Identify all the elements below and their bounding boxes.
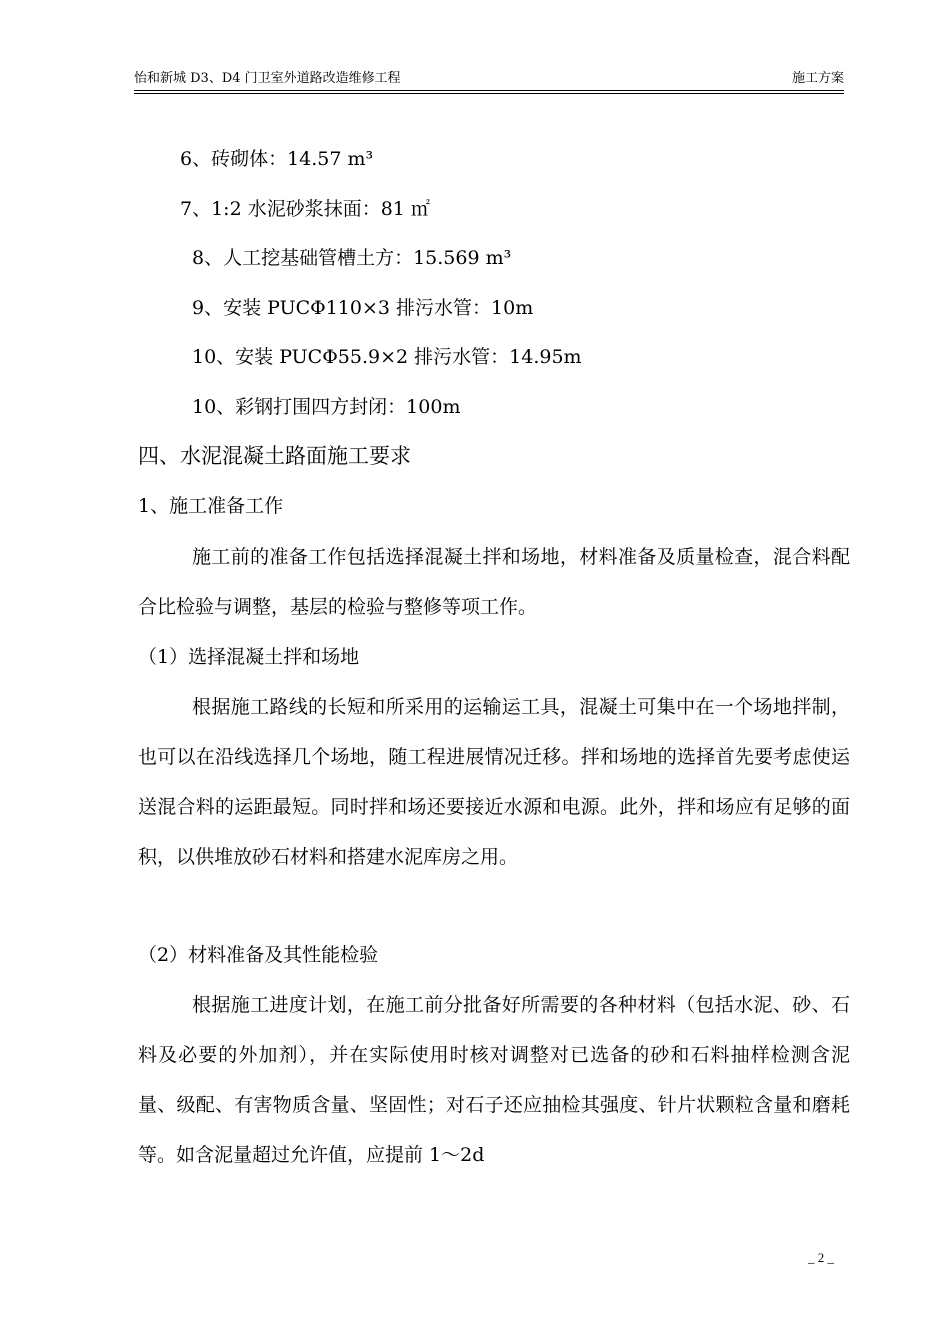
- list-item: 7、1:2 水泥砂浆抹面：81 ㎡: [180, 198, 430, 220]
- list-item: 10、安装 PUCΦ55.9×2 排污水管：14.95m: [192, 346, 582, 368]
- list-item: 9、安装 PUCΦ110×3 排污水管：10m: [192, 297, 534, 319]
- paragraph: 根据施工路线的长短和所采用的运输运工具，混凝土可集中在一个场地拌制，也可以在沿线选择几个场地，随工程进展情况迁移。拌和场地的选择首先要考虑使运送混合料的运距最短。同时拌和场还要接近水源和电源。此外，拌和场应有足够的面积，以供堆放砂石材料和搭建水泥库房之用。: [138, 696, 850, 868]
- header-doc-type: 施工方案: [791, 71, 844, 86]
- subsection-title: 1、施工准备工作: [138, 495, 284, 517]
- list-item: 10、彩钢打围四方封闭：100m: [192, 396, 461, 418]
- sub-heading: （1）选择混凝土拌和场地: [138, 646, 360, 668]
- list-item: 8、人工挖基础管槽土方：15.569 m³: [192, 247, 512, 269]
- paragraph: 施工前的准备工作包括选择混凝土拌和场地，材料准备及质量检查，混合料配合比检验与调整，基层的检验与整修等项工作。: [138, 546, 850, 618]
- paragraph: 根据施工进度计划，在施工前分批备好所需要的各种材料（包括水泥、砂、石料及必要的外加剂），并在实际使用时核对调整对已选备的砂和石料抽样检测含泥量、级配、有害物质含量、坚固性；对石子还应抽检其强度、针片状颗粒含量和磨耗等。如含泥量超过允许值，应提前 1～2d: [138, 994, 850, 1166]
- header-project-title: 怡和新城 D3、D4 门卫室外道路改造维修工程: [134, 71, 401, 86]
- page-header: [134, 68, 844, 91]
- list-item: 6、砖砌体：14.57 m³: [180, 148, 374, 170]
- header-divider: [134, 93, 844, 94]
- sub-heading: （2）材料准备及其性能检验: [138, 944, 379, 966]
- section-title: 四、水泥混凝土路面施工要求: [138, 444, 411, 468]
- page-number: _ 2 _: [808, 1250, 834, 1265]
